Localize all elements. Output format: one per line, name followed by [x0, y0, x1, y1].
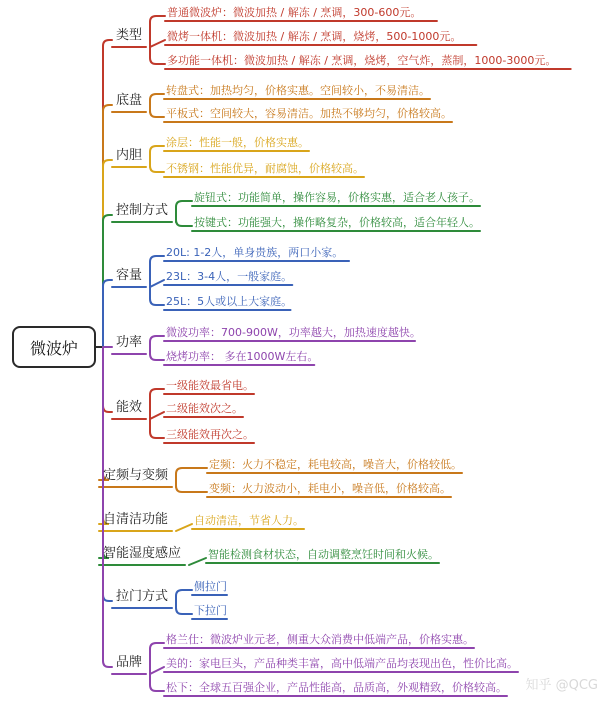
leaf-connector: [150, 146, 164, 167]
leaf-text: 二级能效次之。: [166, 402, 243, 415]
leaf-connector: [150, 643, 164, 674]
category-connector: [103, 280, 112, 347]
leaf-connector: [176, 486, 207, 492]
leaf-text: 多功能一体机：微波加热 / 解冻 / 烹调，烧烤，空气炸，蒸制，1000-3000元。: [167, 54, 557, 67]
leaf-connector: [176, 524, 192, 531]
leaf-text: 烧烤功率： 多在1000W左右。: [166, 350, 319, 363]
watermark: 知乎 @QCG: [525, 678, 598, 693]
leaf-connector: [150, 354, 164, 360]
leaf-text: 23L：3-4人，一般家庭。: [166, 270, 293, 283]
category-connector: [103, 347, 112, 412]
leaf-text: 不锈钢：性能优异，耐腐蚀，价格较高。: [166, 162, 364, 175]
leaf-text: 智能检测食材状态，自动调整烹饪时间和火候。: [208, 548, 439, 561]
category-label: 功率: [116, 335, 143, 350]
leaf-connector: [150, 419, 164, 438]
leaf-text: 变频：火力波动小，耗电小，噪音低，价格较高。: [209, 482, 451, 495]
category-label: 智能湿度感应: [103, 546, 182, 561]
leaf-text: 转盘式：加热均匀，价格实惠。空间较小，不易清洁。: [166, 84, 430, 97]
leaf-text: 普通微波炉：微波加热 / 解冻 / 烹调，300-600元。: [167, 6, 422, 19]
category-label: 控制方式: [116, 203, 169, 218]
leaf-connector: [150, 111, 164, 117]
leaf-text: 涂层：性能一般，价格实惠。: [166, 136, 309, 149]
leaf-connector: [150, 166, 164, 172]
leaf-connector: [150, 94, 164, 112]
leaf-text: 一级能效最省电。: [166, 379, 254, 392]
leaf-text: 格兰仕：微波炉业元老，侧重大众消费中低端产品，价格实惠。: [166, 633, 474, 646]
category-label: 内胆: [116, 148, 143, 163]
root-node: 微波炉: [12, 326, 96, 368]
leaf-connector: [150, 256, 164, 287]
category-label: 能效: [116, 400, 143, 415]
leaf-connector: [150, 674, 164, 691]
category-connector: [103, 40, 112, 347]
category-label: 类型: [116, 28, 143, 43]
leaf-text: 平板式：空间较大，容易清洁。加热不够均匀，价格较高。: [166, 107, 452, 120]
category-connector: [103, 347, 112, 667]
leaf-connector: [176, 590, 192, 608]
leaf-text: 松下：全球五百强企业，产品性能高，品质高，外观精致，价格较高。: [166, 681, 507, 694]
category-label: 自清洁功能: [103, 512, 169, 527]
leaf-connector: [150, 47, 165, 64]
leaf-text: 三级能效再次之。: [166, 428, 254, 441]
leaf-connector: [150, 280, 164, 287]
leaf-text: 微烤一体机：微波加热 / 解冻 / 烹调，烧烤，500-1000元。: [167, 30, 462, 43]
category-connector: [103, 160, 112, 347]
leaf-connector: [150, 336, 164, 354]
category-label: 底盘: [116, 93, 143, 108]
leaf-connector: [176, 201, 192, 222]
leaf-text: 25L：5人或以上大家庭。: [166, 295, 293, 308]
leaf-text: 下拉门: [194, 604, 227, 617]
category-label: 品牌: [116, 655, 143, 670]
leaf-connector: [150, 287, 164, 305]
leaf-text: 美的：家电巨头，产品种类丰富，高中低端产品均表现出色，性价比高。: [166, 657, 518, 670]
category-label: 容量: [116, 268, 143, 283]
category-connector: [103, 105, 112, 347]
leaf-text: 按键式：功能强大，操作略复杂，价格较高，适合年轻人。: [194, 216, 480, 229]
leaf-text: 微波功率：700-900W，功率越大，加热速度越快。: [166, 326, 421, 339]
category-label: 定频与变频: [103, 468, 169, 483]
leaf-text: 自动清洁，节省人力。: [194, 514, 304, 527]
leaf-connector: [176, 220, 192, 226]
leaf-text: 侧拉门: [194, 580, 227, 593]
leaf-connector: [150, 16, 165, 47]
leaf-connector: [176, 468, 207, 487]
leaf-connector: [150, 412, 164, 419]
leaf-text: 20L: 1-2人，单身贵族，两口小家。: [166, 246, 344, 259]
leaf-connector: [189, 558, 206, 565]
leaf-text: 旋钮式：功能简单，操作容易，价格实惠，适合老人孩子。: [194, 191, 480, 204]
leaf-connector: [176, 608, 192, 614]
category-label: 拉门方式: [116, 589, 169, 604]
leaf-connector: [150, 40, 165, 47]
leaf-text: 定频：火力不稳定，耗电较高，噪音大，价格较低。: [209, 458, 462, 471]
leaf-connector: [150, 667, 164, 674]
